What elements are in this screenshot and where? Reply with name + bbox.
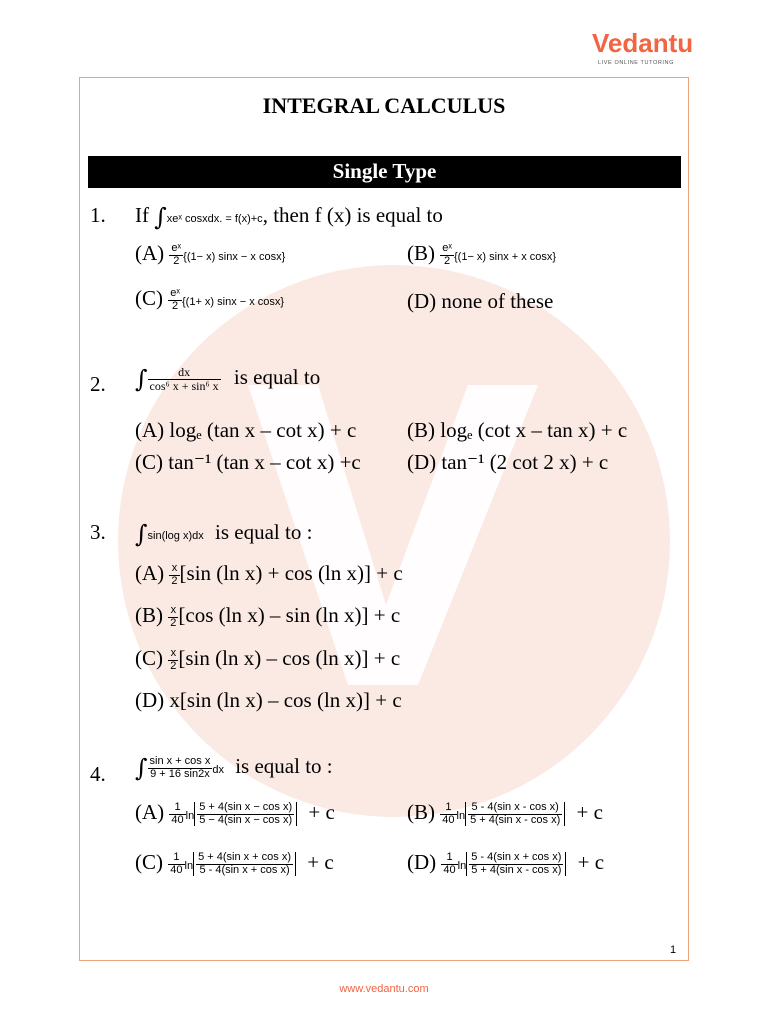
page-number: 1 [670,944,677,956]
page-title: INTEGRAL CALCULUS [262,93,506,118]
q1-number: 1. [90,203,106,227]
option-text: {(1+ x) sinx − x cosx} [181,296,285,308]
option-label: (C) [135,286,163,310]
q3-option-c[interactable] [135,648,400,672]
absolute-value [466,852,566,876]
q2-stem [135,366,320,392]
option-text: {(1− x) sinx − x cosx} [183,251,286,263]
section-header: Single Type [88,156,681,188]
integral-sign: ∫ [135,365,148,394]
brand-logo[interactable] [592,28,694,72]
brand-name: Vedantu [592,28,694,58]
ln-text: ln [456,810,466,822]
option-label: (B) [407,241,435,265]
fraction: $\frac{\text{eˣ}}{2}$ [171,242,182,267]
option-label: (B) [135,603,163,627]
fraction: $\frac{x}{2}$ [170,647,177,672]
constant: + c [308,800,335,824]
q3-number: 3. [90,520,106,544]
option-label: (D) [407,289,437,313]
q3-option-b[interactable] [135,605,400,629]
q1-option-d[interactable] [407,291,553,312]
footer-link[interactable]: www.vedantu.com [339,983,429,995]
q4-option-a[interactable] [135,802,335,826]
integrand-fraction: $\frac{dx}{\text{cos⁶ x + sin⁶ x}}$ [149,365,219,393]
log-argument: $\frac{\text{5 - 4(sin x + cos x)}}{\text{5 + 4(sin x - cos x)}}$ [471,851,562,876]
q1-option-a[interactable] [135,243,285,267]
option-text: x[sin (ln x) – cos (ln x)] + c [169,688,402,712]
fraction: $\frac{x}{2}$ [170,604,177,629]
q1-option-c[interactable] [135,288,284,312]
option-label: (B) [407,800,435,824]
q1-tail: , then f (x) is equal to [262,203,443,227]
q1-lead: If [135,203,149,227]
option-label: (C) [135,646,163,670]
q2-tail: is equal to [233,364,321,389]
absolute-value [465,802,565,826]
log-argument: $\frac{\text{5 - 4(sin x - cos x)}}{\text{5 + 4(sin x - cos x)}}$ [470,801,561,826]
integral-sign: ∫ [154,203,167,232]
ln-text: ln [185,810,195,822]
option-text: [cos (ln x) – sin (ln x)] + c [178,603,401,627]
constant: + c [577,850,605,874]
log-argument: $\frac{\text{5 + 4(sin x − cos x)}}{\text{5 − 4(sin x − cos x)}}$ [199,801,293,826]
q4-dx: dx [212,764,224,776]
option-label: (D) [135,688,165,712]
q4-option-c[interactable] [135,852,334,876]
option-text: [sin (ln x) – cos (ln x)] + c [178,646,401,670]
q3-option-a[interactable] [135,563,403,587]
q4-tail: is equal to : [235,754,333,778]
option-text: [sin (ln x) + cos (ln x)] + c [179,561,403,585]
q4-option-d[interactable] [407,852,604,876]
option-label: (D) [407,850,437,874]
fraction: $\frac{\text{eˣ}}{2}$ [442,242,452,267]
brand-tagline: LIVE ONLINE TUTORING [598,60,674,66]
option-label: (C) [135,850,163,874]
q3-option-d[interactable] [135,690,402,711]
q2-option-b[interactable]: (B) logₑ (cot x – tan x) + c [407,418,628,442]
absolute-value [193,852,296,876]
ln-text: ln [457,860,467,872]
fraction: $\frac{x}{2}$ [171,562,178,587]
option-text: none of these [441,289,554,313]
integrand-fraction: $\frac{\text{sin x + cos x}}{9 + 16 \sin 2x}$ [149,755,211,780]
coefficient-fraction: $\frac{1}{40}$ [170,851,183,876]
ln-text: ln [184,860,194,872]
q3-stem [135,520,313,549]
q2-option-c[interactable]: (C) tan⁻¹ (tan x – cot x) +c [135,450,361,474]
integral-sign: ∫ [135,520,148,549]
q3-tail: is equal to : [215,520,313,544]
q1-option-b[interactable] [407,243,556,267]
option-label: (A) [135,561,165,585]
option-label: (A) [135,800,165,824]
option-label: (A) [135,241,165,265]
fraction: $\frac{\text{eˣ}}{2}$ [170,287,180,312]
coefficient-fraction: $\frac{1}{40}$ [171,801,184,826]
option-text: {(1− x) sinx + x cosx} [453,251,557,263]
constant: + c [307,850,334,874]
q3-expression: sin(log x)dx [147,530,204,542]
q2-option-d[interactable]: (D) tan⁻¹ (2 cot 2 x) + c [407,450,609,474]
q4-stem [135,754,333,783]
q2-option-a[interactable]: (A) logₑ (tan x – cot x) + c [135,418,357,442]
integral-sign: ∫ [135,754,148,783]
q4-number: 4. [90,762,106,786]
q2-number: 2. [90,372,106,396]
constant: + c [576,800,603,824]
q4-option-b[interactable] [407,802,603,826]
log-argument: $\frac{\text{5 + 4(sin x + cos x)}}{\text{5 - 4(sin x + cos x)}}$ [198,851,291,876]
q1-expression: xeˣ cosxdx. = f(x)+c [166,213,263,225]
absolute-value [194,802,297,826]
coefficient-fraction: $\frac{1}{40}$ [443,851,456,876]
q1-stem [135,203,443,232]
coefficient-fraction: $\frac{1}{40}$ [442,801,455,826]
